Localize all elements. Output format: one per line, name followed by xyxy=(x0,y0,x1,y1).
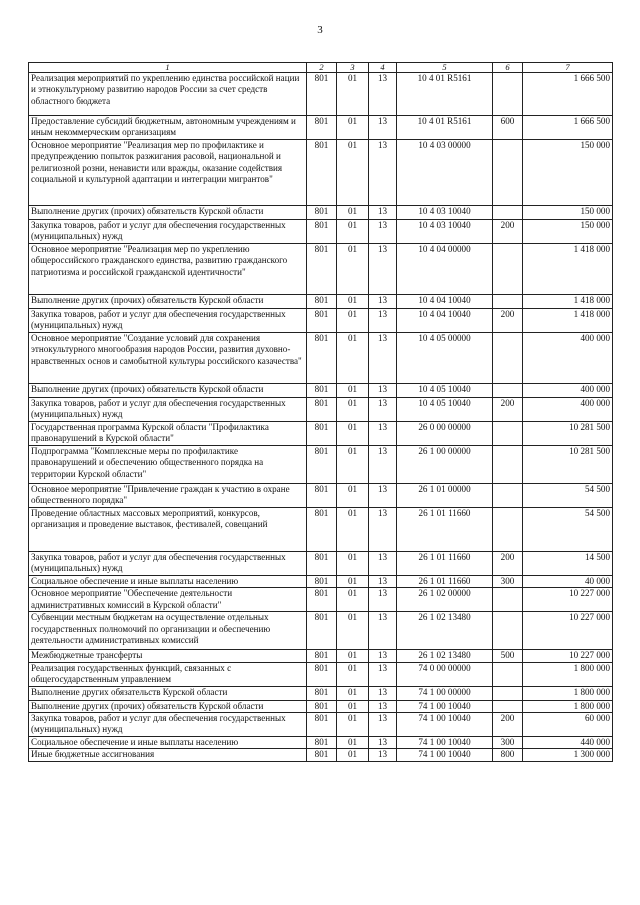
table-row xyxy=(29,588,613,612)
row-col4-cell: 13 xyxy=(369,737,397,749)
row-col2-cell: 801 xyxy=(307,484,337,508)
row-col5-cell: 10 4 05 00000 xyxy=(397,333,493,384)
row-name-cell: Выполнение других (прочих) обязательств Курской области xyxy=(29,295,307,309)
row-col2-cell: 801 xyxy=(307,588,337,612)
row-amount-cell: 150 000 xyxy=(523,206,613,220)
table-row xyxy=(29,700,613,712)
row-col2-cell: 801 xyxy=(307,116,337,140)
row-col4-cell: 13 xyxy=(369,508,397,552)
row-col5-cell: 74 0 00 00000 xyxy=(397,662,493,686)
row-name-cell: Основное мероприятие "Реализация мер по укреплению общероссийского гражданского единства, развитию гражданского патриотизма и российской гражданской идентичности" xyxy=(29,244,307,295)
row-col4-cell: 13 xyxy=(369,309,397,333)
row-col6-cell xyxy=(493,73,523,116)
row-col2-cell: 801 xyxy=(307,686,337,700)
row-col4-cell: 13 xyxy=(369,220,397,244)
row-col6-cell xyxy=(493,484,523,508)
table-row xyxy=(29,309,613,333)
table-row xyxy=(29,686,613,700)
row-amount-cell: 14 500 xyxy=(523,552,613,576)
row-name-cell: Государственная программа Курской области "Профилактика правонарушений в Курской области" xyxy=(29,422,307,446)
row-col2-cell: 801 xyxy=(307,384,337,398)
row-col2-cell: 801 xyxy=(307,552,337,576)
header-col-6: 6 xyxy=(493,63,523,73)
row-col3-cell: 01 xyxy=(337,700,369,712)
row-col3-cell: 01 xyxy=(337,295,369,309)
row-col4-cell: 13 xyxy=(369,700,397,712)
row-col3-cell: 01 xyxy=(337,662,369,686)
table-row xyxy=(29,749,613,761)
row-col5-cell: 10 4 01 R5161 xyxy=(397,73,493,116)
row-name-cell: Иные бюджетные ассигнования xyxy=(29,749,307,761)
header-col-1: 1 xyxy=(29,63,307,73)
row-col4-cell: 13 xyxy=(369,576,397,588)
row-col4-cell: 13 xyxy=(369,295,397,309)
table-row xyxy=(29,295,613,309)
row-name-cell: Межбюджетные трансферты xyxy=(29,650,307,662)
row-name-cell: Закупка товаров, работ и услуг для обеспечения государственных (муниципальных) нужд xyxy=(29,398,307,422)
row-col4-cell: 13 xyxy=(369,588,397,612)
table-row xyxy=(29,73,613,116)
row-col2-cell: 801 xyxy=(307,220,337,244)
table-row xyxy=(29,612,613,650)
row-col6-cell: 600 xyxy=(493,116,523,140)
row-col6-cell xyxy=(493,384,523,398)
row-name-cell: Основное мероприятие "Создание условий для сохранения этнокультурного многообразия народов России, развития духовно-нравственных основ и самобытной культуры российского казачества" xyxy=(29,333,307,384)
row-amount-cell: 10 281 500 xyxy=(523,446,613,484)
row-col3-cell: 01 xyxy=(337,737,369,749)
row-col5-cell: 10 4 01 R5161 xyxy=(397,116,493,140)
row-col4-cell: 13 xyxy=(369,398,397,422)
table-row xyxy=(29,508,613,552)
row-col6-cell: 300 xyxy=(493,576,523,588)
row-col2-cell: 801 xyxy=(307,422,337,446)
row-col6-cell: 200 xyxy=(493,309,523,333)
row-amount-cell: 1 418 000 xyxy=(523,244,613,295)
header-col-4: 4 xyxy=(369,63,397,73)
row-name-cell: Закупка товаров, работ и услуг для обеспечения государственных (муниципальных) нужд xyxy=(29,220,307,244)
row-col6-cell: 200 xyxy=(493,220,523,244)
table-row xyxy=(29,140,613,206)
row-amount-cell: 1 300 000 xyxy=(523,749,613,761)
row-col5-cell: 26 1 02 13480 xyxy=(397,650,493,662)
table-row xyxy=(29,484,613,508)
row-name-cell: Субвенции местным бюджетам на осуществление отдельных государственных полномочий по организации и обеспечению деятельности административных комиссий xyxy=(29,612,307,650)
row-col4-cell: 13 xyxy=(369,749,397,761)
row-name-cell: Социальное обеспечение и иные выплаты населению xyxy=(29,737,307,749)
row-col2-cell: 801 xyxy=(307,700,337,712)
row-amount-cell: 150 000 xyxy=(523,140,613,206)
row-col2-cell: 801 xyxy=(307,140,337,206)
row-col6-cell: 300 xyxy=(493,737,523,749)
row-col6-cell xyxy=(493,140,523,206)
row-col6-cell: 800 xyxy=(493,749,523,761)
row-col3-cell: 01 xyxy=(337,220,369,244)
row-col6-cell xyxy=(493,244,523,295)
row-col2-cell: 801 xyxy=(307,508,337,552)
table-row xyxy=(29,422,613,446)
row-col3-cell: 01 xyxy=(337,206,369,220)
row-col5-cell: 10 4 05 10040 xyxy=(397,398,493,422)
row-col2-cell: 801 xyxy=(307,244,337,295)
row-name-cell: Основное мероприятие "Привлечение граждан к участию в охране общественного порядка" xyxy=(29,484,307,508)
row-col4-cell: 13 xyxy=(369,422,397,446)
row-col2-cell: 801 xyxy=(307,206,337,220)
row-amount-cell: 400 000 xyxy=(523,333,613,384)
row-col2-cell: 801 xyxy=(307,398,337,422)
row-col4-cell: 13 xyxy=(369,662,397,686)
table-row xyxy=(29,398,613,422)
row-col3-cell: 01 xyxy=(337,508,369,552)
row-col4-cell: 13 xyxy=(369,116,397,140)
row-name-cell: Предоставление субсидий бюджетным, автономным учреждениям и иным некоммерческим организациям xyxy=(29,116,307,140)
row-col3-cell: 01 xyxy=(337,244,369,295)
row-col5-cell: 26 1 01 11660 xyxy=(397,508,493,552)
row-col5-cell: 26 1 01 11660 xyxy=(397,576,493,588)
row-col3-cell: 01 xyxy=(337,484,369,508)
row-col5-cell: 74 1 00 10040 xyxy=(397,737,493,749)
row-amount-cell: 1 666 500 xyxy=(523,116,613,140)
table-row xyxy=(29,206,613,220)
row-name-cell: Социальное обеспечение и иные выплаты населению xyxy=(29,576,307,588)
row-col3-cell: 01 xyxy=(337,384,369,398)
row-amount-cell: 60 000 xyxy=(523,713,613,737)
row-col4-cell: 13 xyxy=(369,73,397,116)
row-col6-cell xyxy=(493,446,523,484)
row-col3-cell: 01 xyxy=(337,713,369,737)
row-col6-cell xyxy=(493,295,523,309)
row-amount-cell: 54 500 xyxy=(523,508,613,552)
row-col3-cell: 01 xyxy=(337,612,369,650)
row-col3-cell: 01 xyxy=(337,576,369,588)
row-name-cell: Выполнение других (прочих) обязательств Курской области xyxy=(29,700,307,712)
row-col5-cell: 26 1 01 00000 xyxy=(397,484,493,508)
row-col5-cell: 10 4 03 00000 xyxy=(397,140,493,206)
row-col3-cell: 01 xyxy=(337,588,369,612)
row-amount-cell: 1 666 500 xyxy=(523,73,613,116)
row-name-cell: Закупка товаров, работ и услуг для обеспечения государственных (муниципальных) нужд xyxy=(29,309,307,333)
row-col4-cell: 13 xyxy=(369,686,397,700)
row-col4-cell: 13 xyxy=(369,244,397,295)
table-row xyxy=(29,244,613,295)
row-amount-cell: 1 800 000 xyxy=(523,686,613,700)
row-col3-cell: 01 xyxy=(337,749,369,761)
table-row xyxy=(29,384,613,398)
row-amount-cell: 1 800 000 xyxy=(523,700,613,712)
row-col5-cell: 26 1 02 00000 xyxy=(397,588,493,612)
header-col-2: 2 xyxy=(307,63,337,73)
row-col6-cell: 200 xyxy=(493,552,523,576)
row-col2-cell: 801 xyxy=(307,73,337,116)
row-col6-cell xyxy=(493,700,523,712)
table-row xyxy=(29,116,613,140)
row-col6-cell xyxy=(493,422,523,446)
row-amount-cell: 400 000 xyxy=(523,398,613,422)
row-name-cell: Выполнение других (прочих) обязательств Курской области xyxy=(29,206,307,220)
row-col3-cell: 01 xyxy=(337,116,369,140)
row-col6-cell xyxy=(493,508,523,552)
row-col6-cell: 500 xyxy=(493,650,523,662)
row-col5-cell: 26 0 00 00000 xyxy=(397,422,493,446)
row-amount-cell: 150 000 xyxy=(523,220,613,244)
row-amount-cell: 10 227 000 xyxy=(523,588,613,612)
row-col5-cell: 10 4 04 10040 xyxy=(397,295,493,309)
row-col5-cell: 74 1 00 00000 xyxy=(397,686,493,700)
row-amount-cell: 1 800 000 xyxy=(523,662,613,686)
row-name-cell: Проведение областных массовых мероприятий, конкурсов, организация и проведение выставок, фестивалей, совещаний xyxy=(29,508,307,552)
row-name-cell: Реализация мероприятий по укреплению единства российской нации и этнокультурному развитию народов России за счет средств областного бюджета xyxy=(29,73,307,116)
row-col6-cell xyxy=(493,588,523,612)
row-amount-cell: 40 000 xyxy=(523,576,613,588)
row-amount-cell: 10 281 500 xyxy=(523,422,613,446)
row-col6-cell xyxy=(493,662,523,686)
header-col-7: 7 xyxy=(523,63,613,73)
row-col3-cell: 01 xyxy=(337,422,369,446)
row-col5-cell: 74 1 00 10040 xyxy=(397,713,493,737)
row-name-cell: Выполнение других обязательств Курской области xyxy=(29,686,307,700)
row-amount-cell: 10 227 000 xyxy=(523,612,613,650)
row-name-cell: Основное мероприятие "Реализация мер по профилактике и предупреждению попыток разжигания расовой, национальной и религиозной розни, ненависти или вражды, оказание содействия социальной и культурной адаптации и интеграции мигрантов" xyxy=(29,140,307,206)
budget-table xyxy=(28,62,613,762)
row-col5-cell: 10 4 03 10040 xyxy=(397,206,493,220)
row-col3-cell: 01 xyxy=(337,446,369,484)
row-col5-cell: 10 4 05 10040 xyxy=(397,384,493,398)
row-col3-cell: 01 xyxy=(337,686,369,700)
row-col2-cell: 801 xyxy=(307,612,337,650)
row-col3-cell: 01 xyxy=(337,73,369,116)
row-col4-cell: 13 xyxy=(369,612,397,650)
table-row xyxy=(29,333,613,384)
table-header-row xyxy=(29,63,613,73)
row-col3-cell: 01 xyxy=(337,333,369,384)
row-amount-cell: 1 418 000 xyxy=(523,309,613,333)
row-col3-cell: 01 xyxy=(337,650,369,662)
row-name-cell: Реализация государственных функций, связанных с общегосударственным управлением xyxy=(29,662,307,686)
row-name-cell: Подпрограмма "Комплексные меры по профилактике правонарушений и обеспечению общественного порядка на территории Курской области" xyxy=(29,446,307,484)
row-col5-cell: 10 4 04 10040 xyxy=(397,309,493,333)
row-col6-cell: 200 xyxy=(493,398,523,422)
row-col4-cell: 13 xyxy=(369,552,397,576)
row-col5-cell: 10 4 04 00000 xyxy=(397,244,493,295)
row-col3-cell: 01 xyxy=(337,309,369,333)
row-col2-cell: 801 xyxy=(307,576,337,588)
row-col4-cell: 13 xyxy=(369,333,397,384)
row-name-cell: Основное мероприятие "Обеспечение деятельности административных комиссий в Курской области" xyxy=(29,588,307,612)
table-row xyxy=(29,220,613,244)
row-amount-cell: 54 500 xyxy=(523,484,613,508)
table-row xyxy=(29,446,613,484)
table-row xyxy=(29,737,613,749)
row-col4-cell: 13 xyxy=(369,206,397,220)
row-col4-cell: 13 xyxy=(369,650,397,662)
row-col2-cell: 801 xyxy=(307,333,337,384)
row-col4-cell: 13 xyxy=(369,446,397,484)
row-col2-cell: 801 xyxy=(307,749,337,761)
table-row xyxy=(29,650,613,662)
row-col3-cell: 01 xyxy=(337,552,369,576)
row-col5-cell: 74 1 00 10040 xyxy=(397,700,493,712)
row-col6-cell xyxy=(493,333,523,384)
row-col2-cell: 801 xyxy=(307,309,337,333)
table-row xyxy=(29,713,613,737)
row-name-cell: Закупка товаров, работ и услуг для обеспечения государственных (муниципальных) нужд xyxy=(29,552,307,576)
table-row xyxy=(29,576,613,588)
row-col6-cell xyxy=(493,686,523,700)
header-col-3: 3 xyxy=(337,63,369,73)
row-col5-cell: 10 4 03 10040 xyxy=(397,220,493,244)
row-amount-cell: 400 000 xyxy=(523,384,613,398)
row-col2-cell: 801 xyxy=(307,650,337,662)
row-col4-cell: 13 xyxy=(369,140,397,206)
row-col3-cell: 01 xyxy=(337,398,369,422)
row-name-cell: Закупка товаров, работ и услуг для обеспечения государственных (муниципальных) нужд xyxy=(29,713,307,737)
row-amount-cell: 440 000 xyxy=(523,737,613,749)
page-number: 3 xyxy=(317,24,323,36)
row-col5-cell: 26 1 00 00000 xyxy=(397,446,493,484)
row-col6-cell xyxy=(493,206,523,220)
row-col4-cell: 13 xyxy=(369,713,397,737)
row-col5-cell: 26 1 02 13480 xyxy=(397,612,493,650)
row-col6-cell xyxy=(493,612,523,650)
row-col4-cell: 13 xyxy=(369,484,397,508)
row-col2-cell: 801 xyxy=(307,713,337,737)
header-col-5: 5 xyxy=(397,63,493,73)
row-amount-cell: 1 418 000 xyxy=(523,295,613,309)
row-col2-cell: 801 xyxy=(307,737,337,749)
row-col5-cell: 74 1 00 10040 xyxy=(397,749,493,761)
table-row xyxy=(29,552,613,576)
row-col5-cell: 26 1 01 11660 xyxy=(397,552,493,576)
row-amount-cell: 10 227 000 xyxy=(523,650,613,662)
row-col2-cell: 801 xyxy=(307,446,337,484)
row-col3-cell: 01 xyxy=(337,140,369,206)
row-col2-cell: 801 xyxy=(307,662,337,686)
row-name-cell: Выполнение других (прочих) обязательств Курской области xyxy=(29,384,307,398)
row-col2-cell: 801 xyxy=(307,295,337,309)
row-col4-cell: 13 xyxy=(369,384,397,398)
table-row xyxy=(29,662,613,686)
row-col6-cell: 200 xyxy=(493,713,523,737)
